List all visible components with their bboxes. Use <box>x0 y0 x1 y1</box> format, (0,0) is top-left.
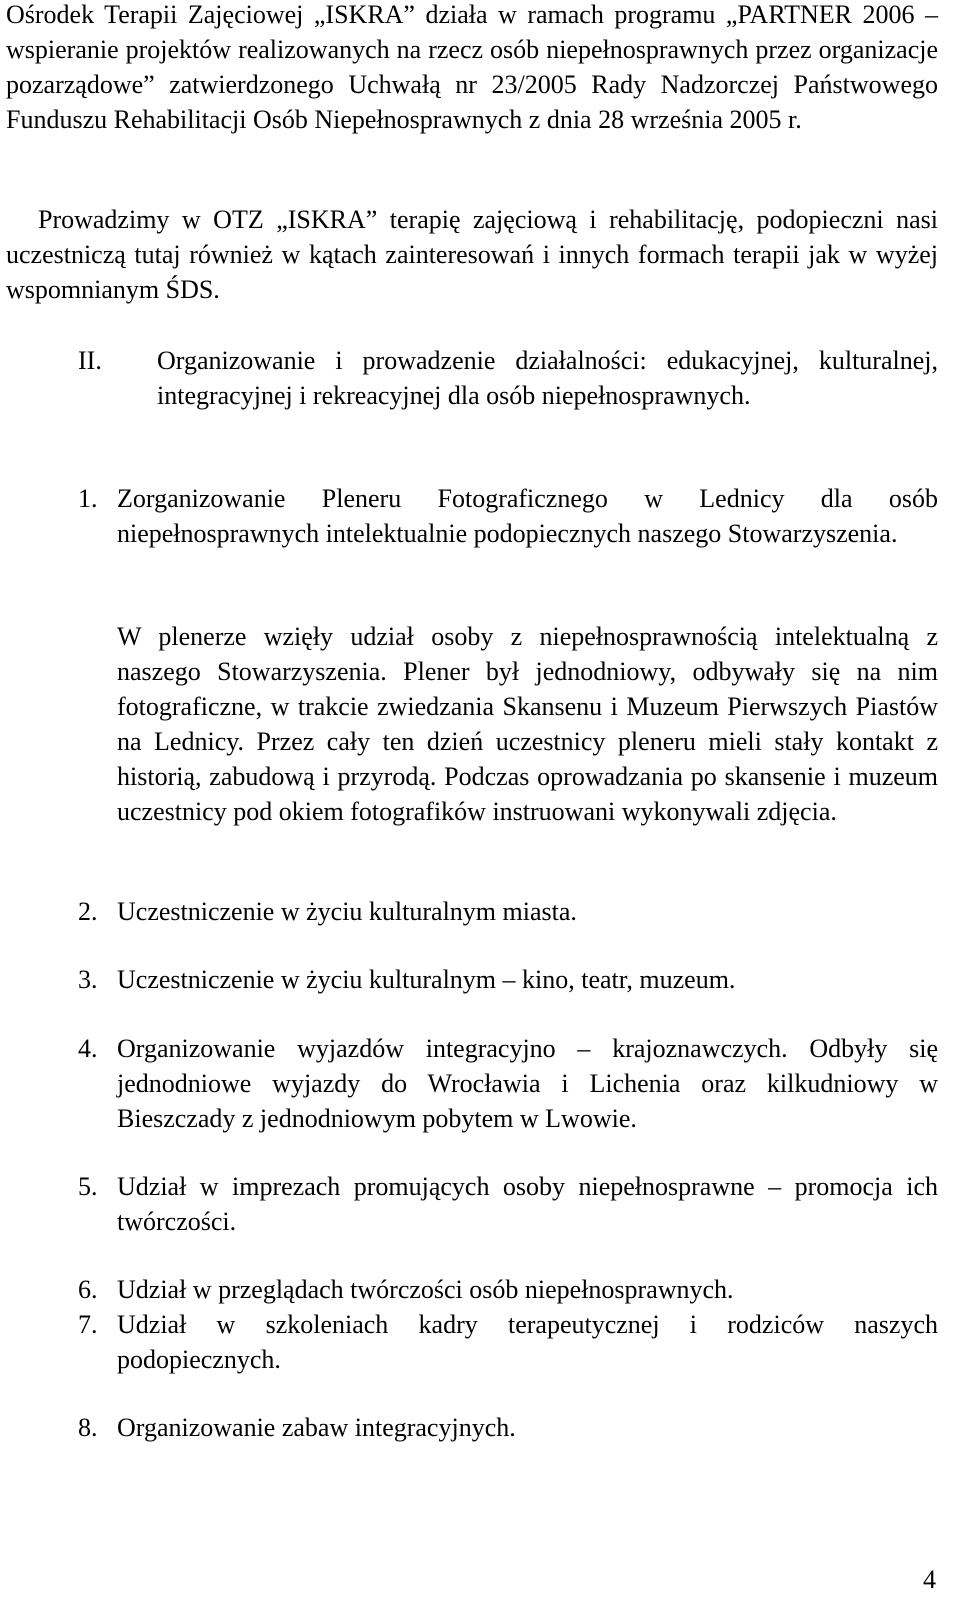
list-item: Udział w imprezach promujących osoby niepełnosprawne – promocja ich twórczości. <box>117 1172 938 1236</box>
page-number: 4 <box>923 1565 936 1594</box>
item-number: 3. <box>78 965 98 994</box>
plener-description: W plenerze wzięły udział osoby z niepełnosprawnością intelektualną z naszego Stowarzyszenia. Plener był jednodniowy, odbywały się na nim fotograficzne, w trakcie zwiedzania Skansenu i Muzeum Pierwszych Piastów na Lednicy. Przez cały ten dzień uczestnicy pleneru mieli stały kontakt z historią, zabudową i przyrodą. Podczas oprowadzania po skansenie i muzeum uczestnicy pod okiem fotografików instruowani wykonywali zdjęcia. <box>117 622 938 826</box>
section-heading: Organizowanie i prowadzenie działalności: edukacyjnej, kulturalnej, integracyjnej i rekreacyjnej dla osób niepełnosprawnych. <box>157 346 938 410</box>
list-item: Udział w szkoleniach kadry terapeutycznej i rodziców naszych podopiecznych. <box>117 1310 938 1374</box>
list-item: Organizowanie wyjazdów integracyjno – krajoznawczych. Odbyły się jednodniowe wyjazdy do Wrocławia i Lichenia oraz kilkudniowy w Bieszczady z jednodniowym pobytem w Lwowie. <box>117 1034 938 1133</box>
list-item: Uczestniczenie w życiu kulturalnym – kino, teatr, muzeum. <box>117 965 736 994</box>
section-number: II. <box>78 346 102 375</box>
intro-paragraph: Ośrodek Terapii Zajęciowej „ISKRA” działa w ramach programu „PARTNER 2006 – wspieranie projektów realizowanych na rzecz osób niepełnosprawnych przez organizacje pozarządowe” zatwierdzonego Uchwałą nr 23/2005 Rady Nadzorczej Państwowego Funduszu Rehabilitacji Osób Niepełnosprawnych z dnia 28 września 2005 r. <box>6 0 938 134</box>
list-item: Uczestniczenie w życiu kulturalnym miasta. <box>117 897 577 926</box>
item-number: 7. <box>78 1310 98 1339</box>
list-item: Udział w przeglądach twórczości osób niepełnosprawnych. <box>117 1275 734 1304</box>
item-number: 4. <box>78 1034 98 1063</box>
list-item: Zorganizowanie Pleneru Fotograficznego w Lednicy dla osób niepełnosprawnych intelektualnie podopiecznych naszego Stowarzyszenia. <box>117 484 938 548</box>
item-number: 5. <box>78 1172 98 1201</box>
otz-paragraph: Prowadzimy w OTZ „ISKRA” terapię zajęciową i rehabilitację, podopieczni nasi uczestniczą tutaj również w kątach zainteresowań i innych formach terapii jak w wyżej wspomnianym ŚDS. <box>6 205 938 304</box>
item-number: 6. <box>78 1275 98 1304</box>
item-number: 8. <box>78 1413 98 1442</box>
item-number: 1. <box>78 484 98 513</box>
item-number: 2. <box>78 897 98 926</box>
list-item: Organizowanie zabaw integracyjnych. <box>117 1413 516 1442</box>
